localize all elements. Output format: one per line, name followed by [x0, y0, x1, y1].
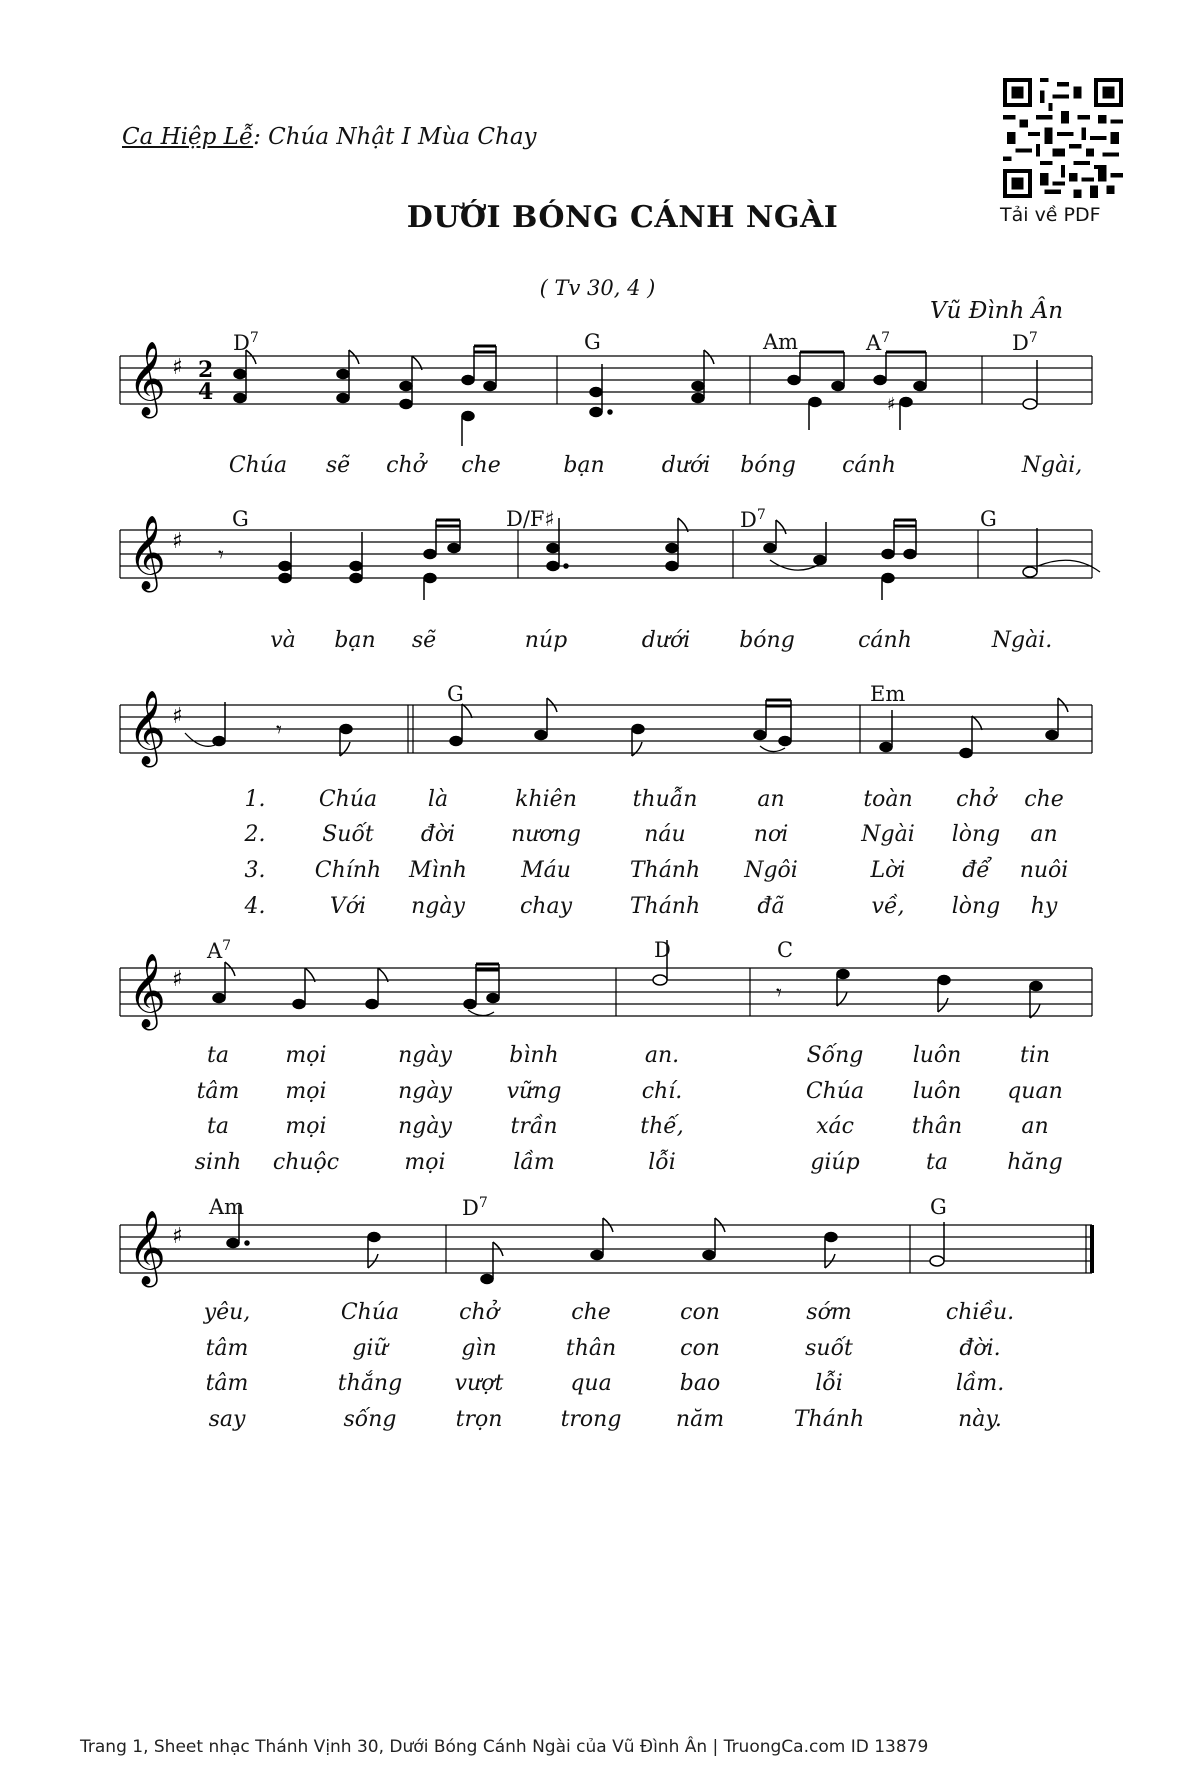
lyric-word: ngày	[398, 1043, 452, 1068]
treble-clef-icon: 𝄞	[128, 516, 166, 590]
lyric-word: Với	[329, 894, 367, 919]
lyric-word: nuôi	[1019, 858, 1069, 883]
lyric-word: năm	[675, 1407, 725, 1432]
lyric-word: ta	[207, 1114, 229, 1139]
key-signature-sharp-icon: ♯	[172, 967, 183, 992]
lyric-word: trọn	[455, 1407, 503, 1432]
notes-system-3	[185, 698, 1068, 758]
lyric-word: hy	[1030, 894, 1058, 919]
treble-clef-icon: 𝄞	[128, 1211, 166, 1285]
lyric-word: Ngài	[861, 822, 915, 847]
lyric-word: trần	[510, 1114, 558, 1139]
lyric-word: xác	[816, 1114, 854, 1139]
lyric-word: chiều.	[945, 1300, 1015, 1325]
lyric-word: sinh	[194, 1150, 242, 1175]
lyric-word: Suốt	[322, 822, 374, 847]
lyric-word: quan	[1007, 1079, 1063, 1104]
lyric-word: chở	[956, 787, 996, 812]
lyric-word: thắng	[337, 1371, 403, 1396]
lyric-word: Ngài.	[991, 628, 1053, 653]
lyric-word: tâm	[205, 1336, 249, 1361]
lyric-word: say	[208, 1407, 246, 1432]
lyric-word: bạn	[563, 453, 605, 478]
treble-clef-icon: 𝄞	[128, 691, 166, 765]
system-2	[120, 530, 1092, 578]
chord-s1-5: $D^7$	[1012, 330, 1038, 355]
lyric-word: hăng	[1007, 1150, 1063, 1175]
lyric-word: Chúa	[340, 1300, 400, 1325]
lyric-word: thân	[911, 1114, 963, 1139]
lyric-word: Chúa	[805, 1079, 865, 1104]
occasion-label: Ca Hiệp Lễ	[122, 124, 254, 150]
lyric-word: luôn	[912, 1043, 962, 1068]
chord-s4-3: C	[777, 938, 794, 962]
system-5	[120, 1225, 1092, 1273]
lyric-word: thế,	[640, 1114, 684, 1139]
lyric-word: luôn	[912, 1079, 962, 1104]
lyric-word: bao	[679, 1371, 721, 1396]
lyric-word: toàn	[863, 787, 913, 812]
chord-s5-2: $D^7$	[462, 1195, 488, 1220]
time-signature-top: 2	[198, 357, 214, 383]
lyric-word: an.	[644, 1043, 680, 1068]
lyric-word: Máu	[521, 858, 571, 883]
lyric-word: Ngài,	[1021, 453, 1083, 478]
page-footer: Trang 1, Sheet nhạc Thánh Vịnh 30, Dưới Bóng Cánh Ngài của Vũ Đình Ân | TruongCa.com ID 13879	[80, 1737, 929, 1757]
lyric-word: chay	[519, 894, 573, 919]
occasion-text: : Chúa Nhật I Mùa Chay	[253, 124, 537, 150]
chord-s4-1: $A^7$	[207, 938, 232, 963]
lyric-word: núp	[524, 628, 568, 653]
lyric-word: chuộc	[272, 1150, 340, 1175]
system-1	[120, 356, 1092, 404]
lyric-word: giúp	[810, 1150, 860, 1175]
key-signature-sharp-icon: ♯	[172, 355, 183, 380]
lyric-word: mọi	[285, 1114, 327, 1139]
svg-text:𝄾: 𝄾	[276, 718, 282, 743]
lyric-word: Chính	[314, 858, 382, 883]
lyric-word: trong	[560, 1407, 622, 1432]
composer-name: Vũ Đình Ân	[930, 298, 1064, 324]
lyric-word: an	[757, 787, 785, 812]
key-signature-sharp-icon: ♯	[172, 1224, 183, 1249]
lyric-word: gìn	[461, 1336, 497, 1361]
lyric-word: dưới	[641, 628, 691, 653]
lyric-word: Lời	[870, 858, 906, 883]
psalm-reference: ( Tv 30, 4 )	[539, 276, 656, 300]
chord-s2-2: D/F♯	[506, 507, 555, 531]
lyric-word: cánh	[858, 628, 912, 653]
lyric-word: mọi	[404, 1150, 446, 1175]
lyric-word: chí.	[641, 1079, 683, 1104]
key-signature-sharp-icon: ♯	[172, 704, 183, 729]
lyric-word: Thánh	[793, 1407, 865, 1432]
lyric-word: tin	[1019, 1043, 1051, 1068]
lyric-word: vượt	[454, 1371, 504, 1396]
lyric-word: đã	[757, 894, 785, 919]
lyric-word: đời	[420, 822, 456, 847]
lyric-word: sẽ	[325, 453, 351, 478]
chord-s2-3: $D^7$	[740, 507, 766, 532]
lyric-word: sớm	[806, 1300, 852, 1325]
lyric-word: và	[270, 628, 296, 653]
lyric-word: bóng	[739, 628, 795, 653]
treble-clef-icon: 𝄞	[128, 954, 166, 1028]
lyric-word: ngày	[398, 1114, 452, 1139]
lyric-word: tâm	[205, 1371, 249, 1396]
notes-system-5	[227, 1205, 944, 1284]
lyric-word: nương	[511, 822, 581, 847]
chord-s1-3: Am	[763, 330, 799, 354]
lyric-word: Ngôi	[744, 858, 798, 883]
treble-clef-icon: 𝄞	[128, 342, 166, 416]
lyric-word: Chúa	[318, 787, 378, 812]
lyric-word: khiên	[515, 787, 577, 812]
lyric-word: lòng	[951, 894, 1001, 919]
chord-s3-1: G	[447, 682, 464, 706]
chord-s3-2: Em	[870, 682, 906, 706]
chord-s1-2: G	[584, 330, 601, 354]
lyric-word: sẽ	[411, 628, 437, 653]
lyric-word: mọi	[285, 1079, 327, 1104]
lyric-word: mọi	[285, 1043, 327, 1068]
lyric-word: vững	[506, 1079, 562, 1104]
chord-s5-1: Am	[209, 1195, 245, 1219]
lyric-word: là	[427, 787, 449, 812]
lyric-word: che	[461, 453, 501, 478]
lyric-word: Thánh	[629, 894, 701, 919]
lyric-word: Mình	[409, 858, 467, 883]
lyric-word: con	[680, 1300, 720, 1325]
lyric-word: ngày	[411, 894, 465, 919]
key-signature-sharp-icon: ♯	[172, 529, 183, 554]
chord-s1-4: $A^7$	[866, 330, 891, 355]
chord-s1-1: $D^7$	[233, 330, 259, 355]
download-pdf-label[interactable]: Tải về PDF	[1000, 204, 1101, 226]
lyric-word: lỗi	[648, 1150, 676, 1175]
lyric-word: Sống	[806, 1043, 864, 1068]
chord-s2-1: G	[232, 507, 249, 531]
lyric-word: tâm	[196, 1079, 240, 1104]
lyric-word: 4.	[244, 894, 266, 919]
lyric-word: 3.	[244, 858, 266, 883]
lyric-word: để	[962, 858, 990, 883]
lyric-word: bạn	[334, 628, 376, 653]
chord-s5-3: G	[930, 1195, 947, 1219]
lyric-word: dưới	[661, 453, 711, 478]
lyric-word: thân	[565, 1336, 617, 1361]
lyric-word: náu	[644, 822, 686, 847]
lyric-word: lòng	[951, 822, 1001, 847]
lyric-word: ngày	[398, 1079, 452, 1104]
lyric-word: 2.	[244, 822, 266, 847]
lyric-word: 1.	[244, 787, 266, 812]
song-title: DƯỚI BÓNG CÁNH NGÀI	[406, 200, 839, 235]
sharp-accidental-icon: ♯	[887, 394, 896, 415]
notes-system-1	[234, 346, 1037, 446]
svg-text:𝄾: 𝄾	[776, 981, 782, 1006]
chord-s2-4: G	[980, 507, 997, 531]
lyric-word: con	[680, 1336, 720, 1361]
lyric-word: bình	[509, 1043, 559, 1068]
lyric-word: che	[571, 1300, 611, 1325]
lyric-word: qua	[570, 1371, 612, 1396]
system-3	[120, 705, 1092, 753]
lyric-word: Chúa	[228, 453, 288, 478]
lyric-word: ta	[207, 1043, 229, 1068]
lyric-word: giữ	[352, 1336, 388, 1361]
chord-s4-2: D	[654, 938, 671, 962]
lyric-word: này.	[958, 1407, 1002, 1432]
lyric-word: che	[1024, 787, 1064, 812]
lyric-word: bóng	[740, 453, 796, 478]
lyric-word: suốt	[805, 1336, 853, 1361]
lyric-word: cánh	[842, 453, 896, 478]
lyric-word: chở	[386, 453, 426, 478]
lyric-word: sống	[343, 1407, 397, 1432]
lyric-word: nơi	[753, 822, 789, 847]
lyric-word: đời.	[959, 1336, 1001, 1361]
lyric-word: an	[1021, 1114, 1049, 1139]
time-signature-bottom: 4	[198, 379, 214, 405]
svg-text:𝄾: 𝄾	[218, 543, 224, 568]
lyric-word: lầm	[513, 1150, 555, 1175]
lyric-word: lỗi	[815, 1371, 843, 1396]
lyric-word: yêu,	[203, 1300, 251, 1325]
lyric-word: chở	[459, 1300, 499, 1325]
lyric-word: về,	[871, 894, 905, 919]
staff-lines	[120, 356, 1092, 404]
lyric-word: thuẫn	[632, 787, 698, 812]
lyric-word: Thánh	[629, 858, 701, 883]
lyric-word: lầm.	[955, 1371, 1005, 1396]
notes-system-4	[213, 940, 1042, 1018]
lyric-word: ta	[926, 1150, 948, 1175]
lyric-word: an	[1030, 822, 1058, 847]
